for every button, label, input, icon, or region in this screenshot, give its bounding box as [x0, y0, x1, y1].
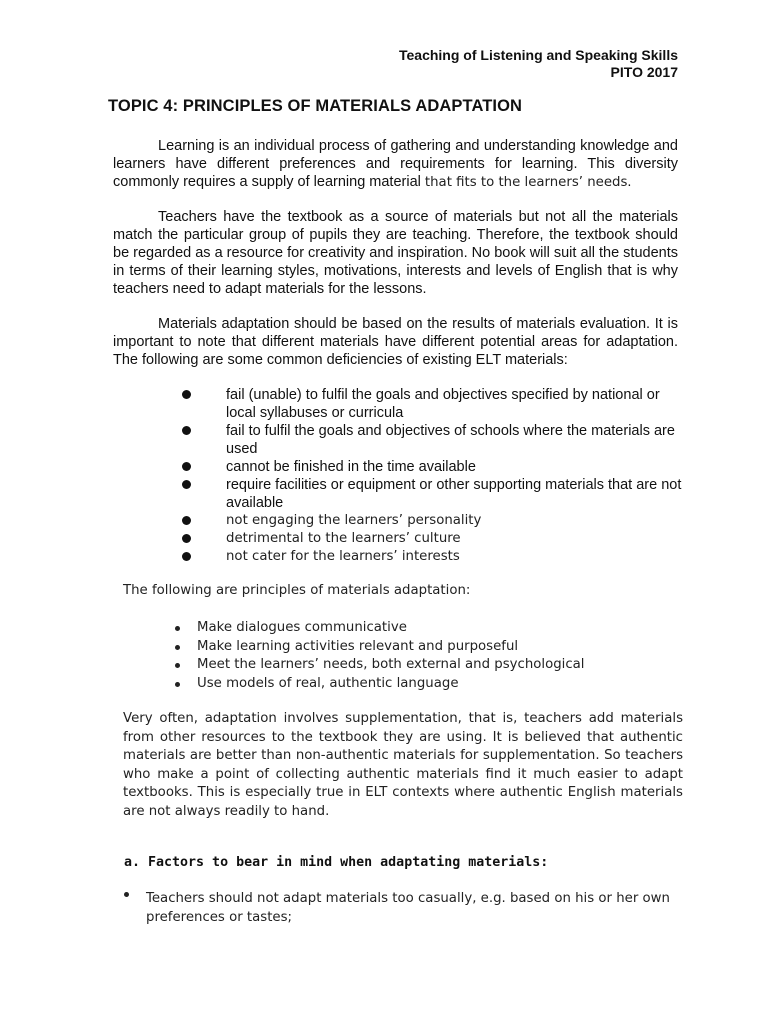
bullet-icon — [182, 390, 191, 399]
bullet-icon — [182, 462, 191, 471]
bullet-icon — [175, 626, 180, 631]
bullet-icon — [175, 645, 180, 650]
list-item: Make dialogues communicative — [175, 619, 675, 638]
bullet-icon — [182, 426, 191, 435]
bullet-icon — [182, 534, 191, 543]
header-code: PITO 2017 — [610, 64, 678, 80]
paragraph-1-end: . — [627, 174, 632, 190]
list-item: require facilities or equipment or other supporting materials that are not available — [182, 476, 682, 512]
bullet-icon — [182, 480, 191, 489]
supplementation-paragraph: Very often, adaptation involves supplementation, that is, teachers add materials from other resources to the textbook they are using. It is believed that authentic materials are better than non-authentic materials for supplementation. So teachers who make a point of collecting authentic materials find it much easier to adapt textbooks. This is especially true in ELT contexts where authentic English materials are not always readily to hand. — [123, 711, 683, 819]
list-item: Use models of real, authentic language — [175, 675, 675, 694]
bullet-icon — [182, 552, 191, 561]
list-item: not engaging the learners’ personality — [182, 512, 682, 530]
list-item: fail to fulfil the goals and objectives of schools where the materials are used — [182, 422, 682, 458]
bullet-icon — [124, 892, 129, 897]
paragraph-3 — [113, 315, 678, 369]
bullet-icon — [175, 682, 180, 687]
list-item: detrimental to the learners’ culture — [182, 530, 682, 548]
list-item: Make learning activities relevant and purposeful — [175, 638, 675, 657]
header-course: Teaching of Listening and Speaking Skills — [398, 47, 678, 63]
paragraph-1 — [113, 137, 678, 192]
bullet-icon — [175, 663, 180, 668]
principles-intro: The following are principles of materials adaptation: — [123, 583, 471, 598]
list-item: Meet the learners’ needs, both external and psychological — [175, 656, 675, 675]
paragraph-1-tail: that fits to the learners’ needs — [424, 175, 628, 190]
list-item: not cater for the learners’ interests — [182, 548, 682, 566]
list-item: cannot be finished in the time available — [182, 458, 682, 476]
list-item: fail (unable) to fulfil the goals and objectives specified by national or local syllabuses or curricula — [182, 386, 682, 422]
page-title: TOPIC 4: PRINCIPLES OF MATERIALS ADAPTATION — [108, 97, 523, 115]
paragraph-3-text: Materials adaptation should be based on the results of materials evaluation. It is important to note that different materials have different potential areas for adaptation. The following are some common deficiencies of existing ELT materials: — [113, 316, 678, 368]
paragraph-2 — [113, 208, 678, 298]
principles-list — [175, 619, 675, 694]
paragraph-2-text: Teachers have the textbook as a source of materials but not all the materials match the particular group of pupils they are teaching. Therefore, the textbook should be regarded as a resource for creativity and inspiration. No book will suit all the students in terms of their learning styles, motivations, interests and levels of English that is why teachers need to adapt materials for the lessons. — [113, 209, 678, 297]
deficiency-list — [182, 386, 682, 566]
paragraph-1-main: Learning is an individual process of gathering and understanding knowledge and learners have different preferences and requirements for learning. This diversity commonly requires a supply of learning material — [113, 138, 678, 190]
section-a-heading: a. Factors to bear in mind when adaptating materials: — [124, 855, 549, 870]
document-page: Teaching of Listening and Speaking Skills PITO 2017 TOPIC 4: PRINCIPLES OF MATERIALS ADAPTATION Learning is an individual process of gathering and understanding knowledge and learners have different preferences and requirements for learning. This diversity commonly requires a supply of learning material that fits to the learners’ needs. Teachers have the textbook as a source of materials but not all the materials match the particular group of pupils they are teaching. Therefore, the textbook should be regarded as a resource for creativity and inspiration. No book will suit all the students in terms of their learning styles, motivations, interests and levels of English that is why teachers need to adapt materials for the lessons. Materials adaptation should be based on the results of materials evaluation. It is important to note that different materials have different potential areas for adaptation. The following are some common deficiencies of existing ELT materials: fail (unable) to fulfil the goals and objectives specified by national or local syllabuses or curricula fail to fulfil the goals and objectives of schools where the materials are used cannot be finished in the time available require facilities or equipment or other supporting materials that are not available not engaging the learners’ personality detrimental to the learners’ culture not cater for the learners’ interests The following are principles of materials adaptation: Make dialogues communicative Make learning activities relevant and purposeful Meet the learners’ needs, both external and psychological Use models of real, authentic language Very often, adaptation involves supplementation, that is, teachers add materials from other resources to the textbook they are using. It is believed that authentic materials are better than non-authentic materials for supplementation. So teachers who make a point of collecting authentic materials find it much easier to adapt textbooks. This is especially true in ELT contexts where authentic English materials are not always readily to hand. a. Factors to bear in mind when adaptating materials: Teachers should not adapt materials too casually, e.g. based on his or her own preferences or tastes; — [108, 47, 683, 925]
bullet-icon — [182, 516, 191, 525]
